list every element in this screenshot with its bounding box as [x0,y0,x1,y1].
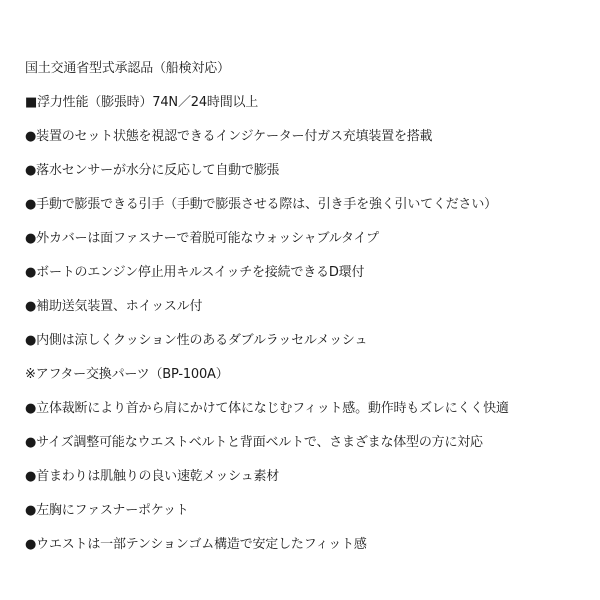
feature-item: ●補助送気装置、ホイッスル付 [25,299,203,314]
feature-item: ●ウエストは一部テンションゴム構造で安定したフィット感 [25,537,367,552]
feature-item: ●装置のセット状態を視認できるインジケーター付ガス充填装置を搭載 [25,129,433,144]
feature-item: ●左胸にファスナーポケット [25,503,189,518]
feature-list [25,52,590,562]
feature-item: ●サイズ調整可能なウエストベルトと背面ベルトで、さまざまな体型の方に対応 [25,435,483,450]
feature-item: ●立体裁断により首から肩にかけて体になじむフィット感。動作時もズレにくく快適 [25,401,509,416]
feature-item: ●内側は涼しくクッション性のあるダブルラッセルメッシュ [25,333,368,348]
feature-item: ●手動で膨張できる引手（手動で膨張させる際は、引き手を強く引いてください） [25,197,497,212]
feature-item: ●外カバーは面ファスナーで着脱可能なウォッシャブルタイプ [25,231,379,246]
feature-item: ●首まわりは肌触りの良い速乾メッシュ素材 [25,469,280,484]
replacement-parts-note: ※アフター交換パーツ（BP-100A） [25,367,229,382]
certification-line: 国土交通省型式承認品（船検対応） [25,61,230,76]
feature-item: ●落水センサーが水分に反応して自動で膨張 [25,163,280,178]
buoyancy-spec-line: ■浮力性能（膨張時）74N／24時間以上 [25,95,259,110]
feature-item: ●ボートのエンジン停止用キルスイッチを接続できるD環付 [25,265,365,280]
